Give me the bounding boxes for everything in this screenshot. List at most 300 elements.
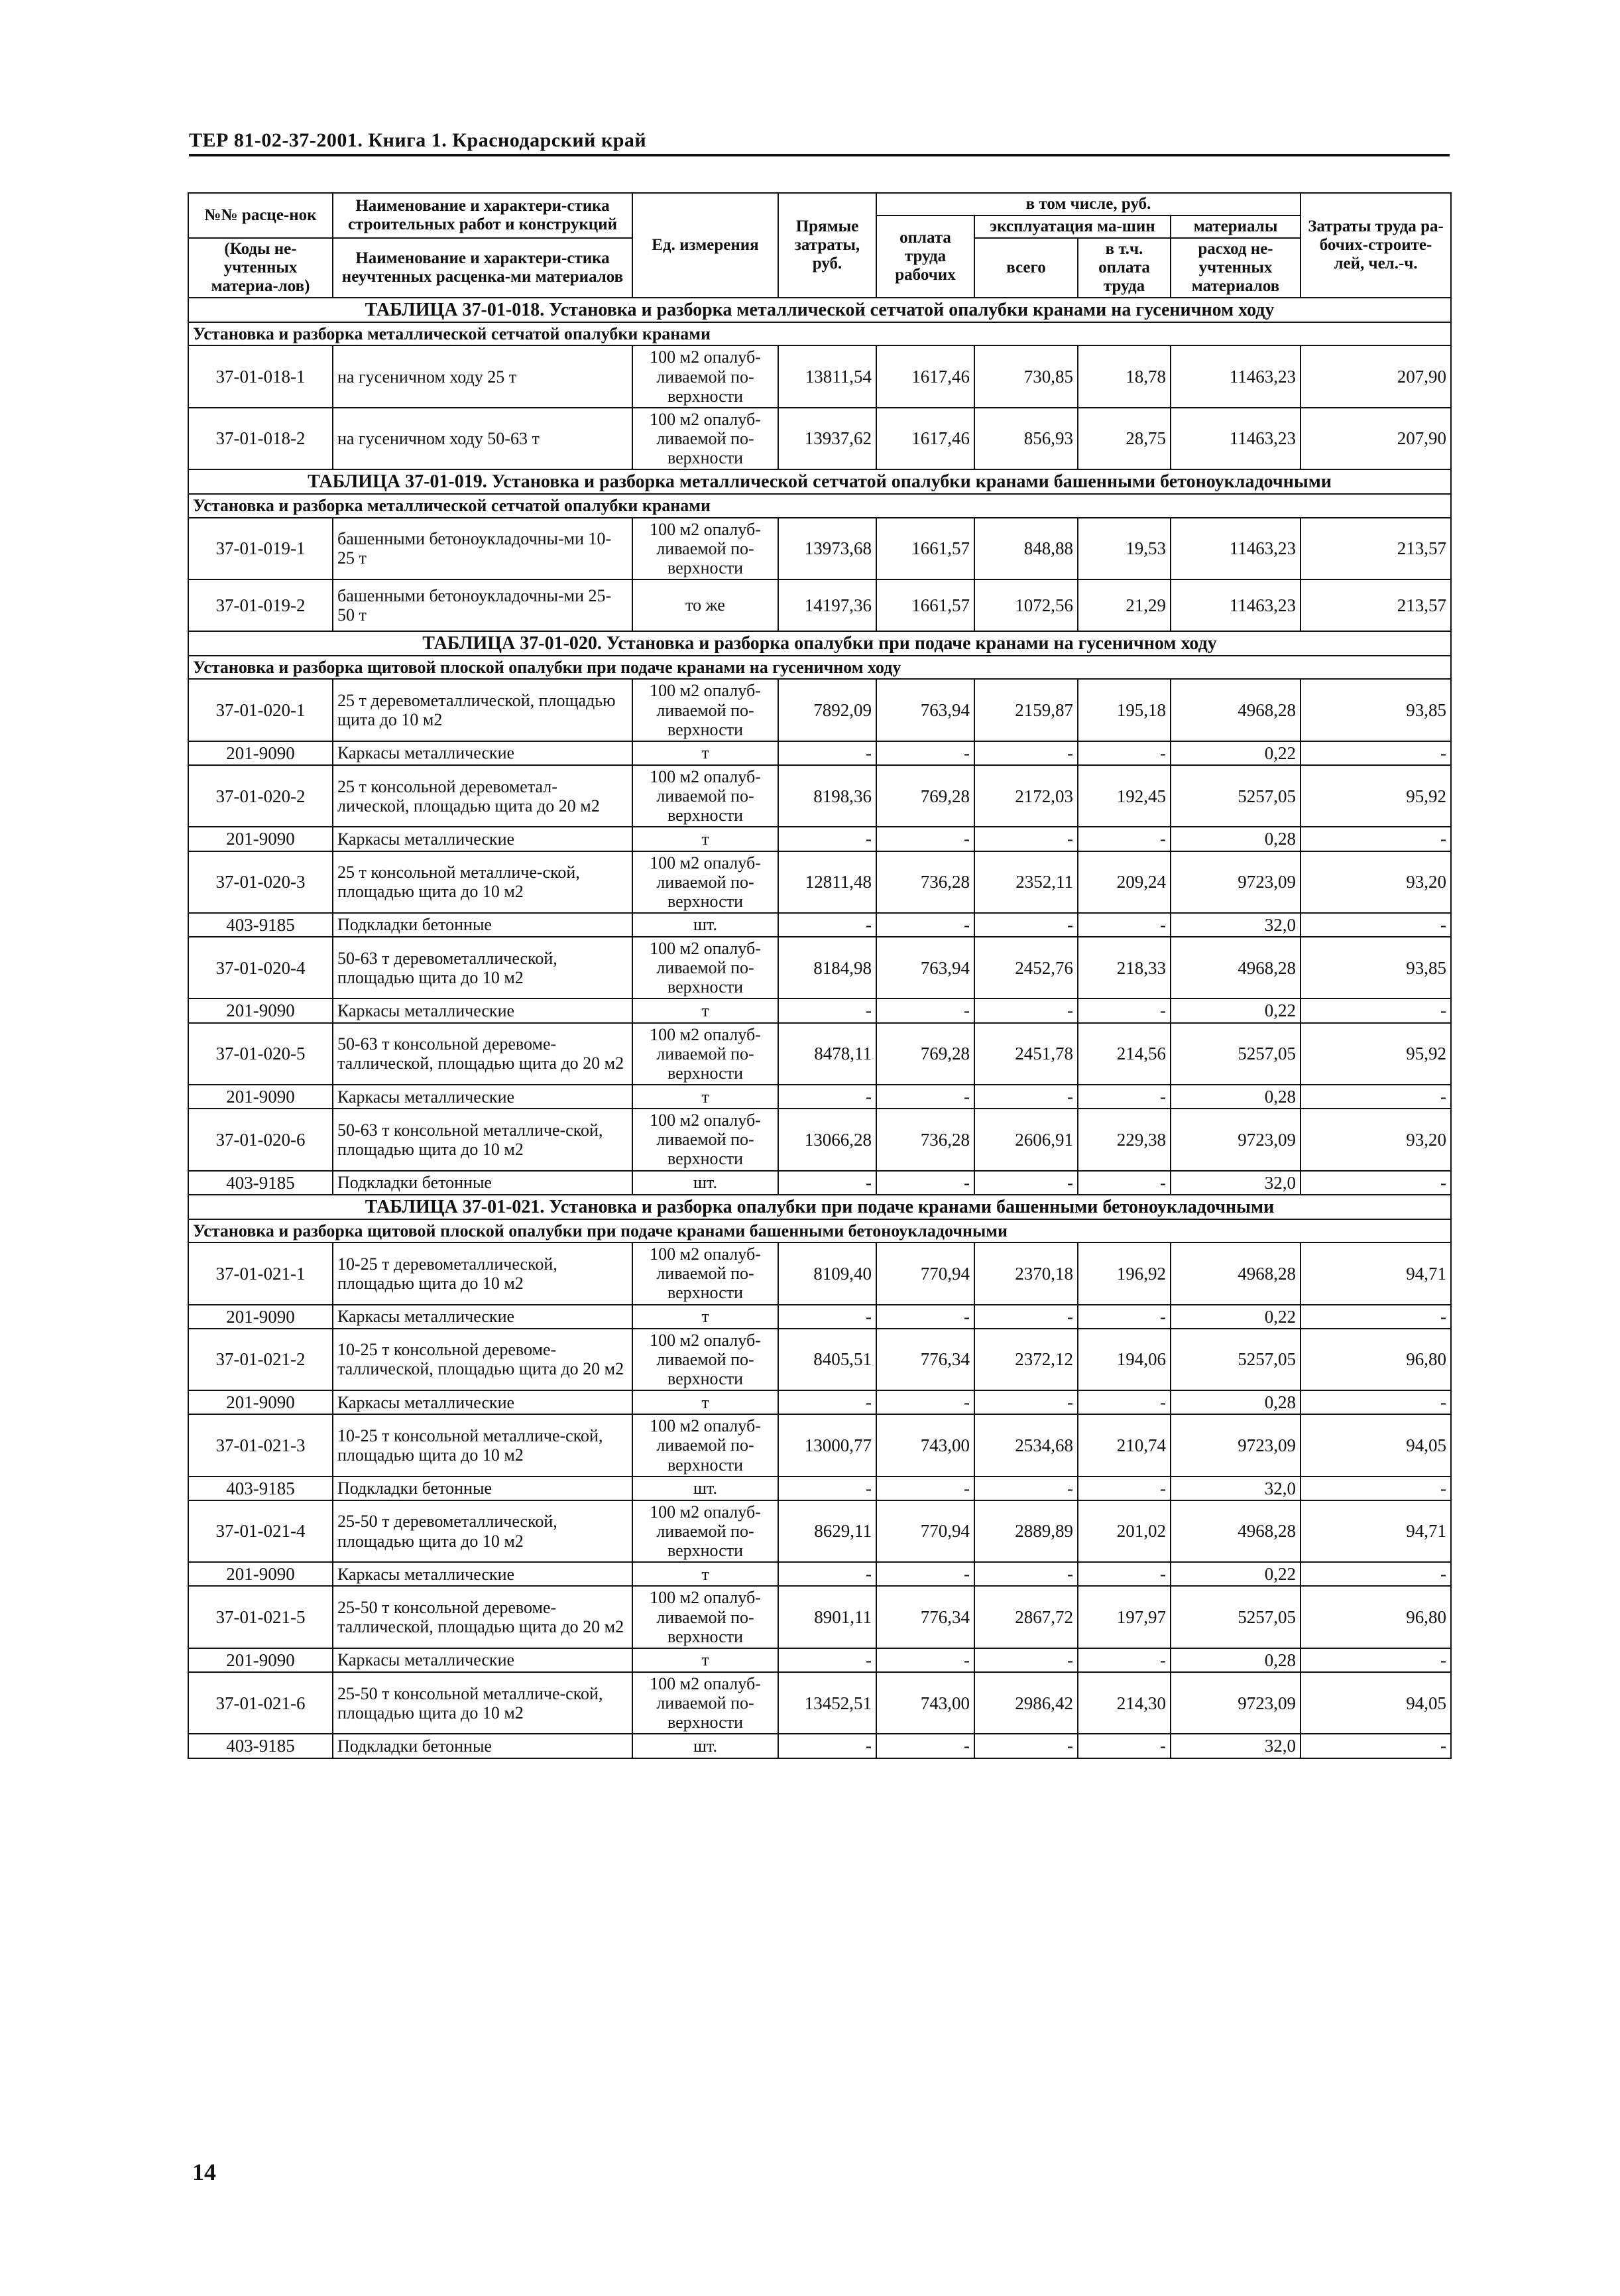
direct-cost: 13066,28 [778,1109,876,1170]
col-unit-header: Ед. измерения [632,193,778,298]
materials: 4968,28 [1171,1242,1301,1304]
table-body [188,298,1451,1758]
labor-hours: - [1301,913,1451,937]
labor-pay: 770,94 [876,1242,974,1304]
rate-code: 37-01-020-1 [188,679,333,741]
work-name: на гусеничном ходу 25 т [333,345,632,407]
rate-code: 37-01-021-5 [188,1586,333,1648]
rate-code: 37-01-020-6 [188,1109,333,1170]
direct-cost: 13452,51 [778,1672,876,1734]
machines-labor-pay: 19,53 [1078,518,1171,579]
header-rule [189,154,1450,156]
unit: шт. [632,1477,778,1500]
work-name: 25 т деревометаллической, площадью щита до 10 м2 [333,679,632,741]
unit: 100 м2 опалуб-ливаемой по-верхности [632,1329,778,1390]
labor-hours: - [1301,1648,1451,1672]
work-name: Каркасы металлические [333,1390,632,1414]
materials: 32,0 [1171,1477,1301,1500]
labor-hours: - [1301,1390,1451,1414]
rate-code: 37-01-020-3 [188,851,333,913]
work-name: Каркасы металлические [333,741,632,765]
materials: 11463,23 [1171,518,1301,579]
subsection-title: Установка и разборка щитовой плоской опалубки при подаче кранами башенными бетоноукладочными [188,1219,1451,1242]
machines-labor-pay: - [1078,1085,1171,1109]
rate-code: 201-9090 [188,998,333,1022]
labor-pay: - [876,827,974,851]
labor-hours: 95,92 [1301,765,1451,827]
rate-code: 37-01-020-5 [188,1023,333,1085]
labor-hours: 93,20 [1301,1109,1451,1170]
machines-total: - [974,913,1078,937]
unit: 100 м2 опалуб-ливаемой по-верхности [632,1672,778,1734]
machines-total: 2372,12 [974,1329,1078,1390]
materials: 5257,05 [1171,765,1301,827]
machines-total: 2452,76 [974,937,1078,998]
section-row [188,469,1451,494]
machines-labor-pay: - [1078,741,1171,765]
machines-labor-pay: 214,30 [1078,1672,1171,1734]
machines-total: - [974,1477,1078,1500]
unit: то же [632,579,778,631]
machines-total: - [974,1305,1078,1329]
labor-hours: 94,05 [1301,1414,1451,1476]
rate-row [188,851,1451,913]
direct-cost: - [778,1477,876,1500]
materials: 0,22 [1171,1305,1301,1329]
unit: т [632,741,778,765]
unit: 100 м2 опалуб-ливаемой по-верхности [632,1242,778,1304]
unit: 100 м2 опалуб-ливаемой по-верхности [632,408,778,469]
labor-pay: 736,28 [876,1109,974,1170]
materials: 9723,09 [1171,1109,1301,1170]
direct-cost: 13973,68 [778,518,876,579]
rate-row [188,579,1451,631]
col-incl-header: в том числе, руб. [876,193,1301,215]
direct-cost: - [778,1305,876,1329]
labor-pay: 776,34 [876,1586,974,1648]
rate-code: 201-9090 [188,1085,333,1109]
labor-pay: 736,28 [876,851,974,913]
material-row [188,998,1451,1022]
machines-labor-pay: 201,02 [1078,1500,1171,1562]
machines-labor-pay: 194,06 [1078,1329,1171,1390]
subsection-title: Установка и разборка металлической сетчатой опалубки кранами [188,494,1451,517]
labor-pay: 763,94 [876,937,974,998]
document-header: ТЕР 81-02-37-2001. Книга 1. Краснодарский край [189,129,647,151]
unit: 100 м2 опалуб-ливаемой по-верхности [632,1414,778,1476]
work-name: Каркасы металлические [333,1305,632,1329]
material-row [188,1305,1451,1329]
unit: т [632,827,778,851]
section-title: ТАБЛИЦА 37-01-018. Установка и разборка металлической сетчатой опалубки кранами на гусеничном ходу [188,298,1451,322]
labor-hours: 93,85 [1301,679,1451,741]
work-name: Подкладки бетонные [333,1734,632,1758]
machines-labor-pay: - [1078,1734,1171,1758]
material-row [188,1562,1451,1586]
machines-labor-pay: 218,33 [1078,937,1171,998]
labor-pay: 776,34 [876,1329,974,1390]
materials: 0,28 [1171,1085,1301,1109]
work-name: Подкладки бетонные [333,913,632,937]
labor-hours: 96,80 [1301,1586,1451,1648]
machines-total: 2451,78 [974,1023,1078,1085]
materials: 0,22 [1171,741,1301,765]
machines-total: 2606,91 [974,1109,1078,1170]
rate-code: 37-01-021-6 [188,1672,333,1734]
unit: т [632,1390,778,1414]
direct-cost: - [778,1390,876,1414]
work-name: 50-63 т деревометаллической, площадью щита до 10 м2 [333,937,632,998]
unit: 100 м2 опалуб-ливаемой по-верхности [632,1023,778,1085]
unit: т [632,1562,778,1586]
materials: 9723,09 [1171,1672,1301,1734]
machines-labor-pay: 229,38 [1078,1109,1171,1170]
materials: 0,22 [1171,998,1301,1022]
machines-labor-pay: 28,75 [1078,408,1171,469]
direct-cost: - [778,913,876,937]
unit: т [632,1305,778,1329]
labor-hours: 213,57 [1301,518,1451,579]
materials: 5257,05 [1171,1329,1301,1390]
materials: 0,28 [1171,827,1301,851]
rate-row [188,1500,1451,1562]
subsection-row [188,494,1451,517]
materials: 5257,05 [1171,1586,1301,1648]
machines-total: 856,93 [974,408,1078,469]
page-number: 14 [192,2159,216,2185]
work-name: 50-63 т консольной деревоме-таллической, площадью щита до 20 м2 [333,1023,632,1085]
col-machines-total-header: всего [974,238,1078,298]
labor-pay: 1617,46 [876,345,974,407]
labor-pay: 770,94 [876,1500,974,1562]
material-row [188,1390,1451,1414]
machines-total: - [974,741,1078,765]
unit: 100 м2 опалуб-ливаемой по-верхности [632,679,778,741]
material-row [188,1734,1451,1758]
machines-labor-pay: - [1078,1648,1171,1672]
col-direct-header: Прямые затраты, руб. [778,193,876,298]
unit: шт. [632,913,778,937]
work-name: Каркасы металлические [333,1562,632,1586]
work-name: Каркасы металлические [333,827,632,851]
unit: 100 м2 опалуб-ливаемой по-верхности [632,1500,778,1562]
labor-hours: - [1301,1734,1451,1758]
unit: 100 м2 опалуб-ливаемой по-верхности [632,1109,778,1170]
rate-row [188,679,1451,741]
labor-pay: 1661,57 [876,518,974,579]
machines-labor-pay: 192,45 [1078,765,1171,827]
work-name: 25 т консольной металличе-ской, площадью щита до 10 м2 [333,851,632,913]
work-name: 25-50 т деревометаллической, площадью щита до 10 м2 [333,1500,632,1562]
direct-cost: 12811,48 [778,851,876,913]
materials: 32,0 [1171,1171,1301,1195]
materials: 32,0 [1171,1734,1301,1758]
col-machines-incl-header: в т.ч. оплата труда [1078,238,1171,298]
work-name: 10-25 т деревометаллической, площадью щита до 10 м2 [333,1242,632,1304]
direct-cost: 8109,40 [778,1242,876,1304]
machines-labor-pay: 209,24 [1078,851,1171,913]
machines-labor-pay: - [1078,1390,1171,1414]
rate-row [188,1414,1451,1476]
direct-cost: - [778,1085,876,1109]
work-name: 10-25 т консольной металличе-ской, площадью щита до 10 м2 [333,1414,632,1476]
work-name: Подкладки бетонные [333,1477,632,1500]
rate-code: 37-01-019-2 [188,579,333,631]
machines-labor-pay: - [1078,913,1171,937]
direct-cost: - [778,1648,876,1672]
machines-total: - [974,1171,1078,1195]
direct-cost: 13000,77 [778,1414,876,1476]
col-materials-sub-header: расход не-учтенных материалов [1171,238,1301,298]
labor-hours: - [1301,827,1451,851]
col-name-header: Наименование и характери-стика строительных работ и конструкций [333,193,632,238]
direct-cost: - [778,1171,876,1195]
labor-pay: 1617,46 [876,408,974,469]
materials: 4968,28 [1171,679,1301,741]
direct-cost: 8198,36 [778,765,876,827]
material-row [188,1171,1451,1195]
col-machines-header: эксплуатация ма-шин [974,215,1171,238]
machines-total: 1072,56 [974,579,1078,631]
direct-cost: 8629,11 [778,1500,876,1562]
col-code-header: №№ расце-нок [188,193,333,238]
labor-pay: - [876,1305,974,1329]
labor-hours: 95,92 [1301,1023,1451,1085]
machines-total: 2534,68 [974,1414,1078,1476]
machines-labor-pay: - [1078,1562,1171,1586]
machines-labor-pay: - [1078,1305,1171,1329]
subsection-row [188,656,1451,679]
section-row [188,631,1451,656]
work-name: 50-63 т консольной металличе-ской, площадью щита до 10 м2 [333,1109,632,1170]
work-name: 25 т консольной деревометал-лической, площадью щита до 20 м2 [333,765,632,827]
unit: т [632,1648,778,1672]
machines-labor-pay: - [1078,998,1171,1022]
material-row [188,913,1451,937]
work-name: Каркасы металлические [333,1648,632,1672]
rate-code: 403-9185 [188,1477,333,1500]
direct-cost: - [778,1562,876,1586]
rate-row [188,1109,1451,1170]
labor-pay: - [876,1562,974,1586]
section-title: ТАБЛИЦА 37-01-020. Установка и разборка опалубки при подаче кранами на гусеничном ходу [188,631,1451,656]
machines-labor-pay: 214,56 [1078,1023,1171,1085]
rate-code: 37-01-020-2 [188,765,333,827]
machines-total: 2889,89 [974,1500,1078,1562]
direct-cost: 8478,11 [778,1023,876,1085]
direct-cost: 13937,62 [778,408,876,469]
machines-total: - [974,1734,1078,1758]
labor-pay: - [876,913,974,937]
labor-pay: - [876,998,974,1022]
rate-code: 201-9090 [188,1648,333,1672]
unit: шт. [632,1734,778,1758]
work-name: Подкладки бетонные [333,1171,632,1195]
machines-total: 2867,72 [974,1586,1078,1648]
material-row [188,1085,1451,1109]
rate-code: 403-9185 [188,913,333,937]
unit: т [632,1085,778,1109]
price-table [188,192,1452,1759]
machines-labor-pay: - [1078,827,1171,851]
col-name-alt-header: Наименование и характери-стика неучтенных расценка-ми материалов [333,238,632,298]
labor-hours: 207,90 [1301,408,1451,469]
labor-pay: 769,28 [876,765,974,827]
machines-total: - [974,1562,1078,1586]
materials: 11463,23 [1171,345,1301,407]
machines-labor-pay: 196,92 [1078,1242,1171,1304]
rate-code: 37-01-021-1 [188,1242,333,1304]
machines-total: - [974,1085,1078,1109]
work-name: на гусеничном ходу 50-63 т [333,408,632,469]
labor-hours: 207,90 [1301,345,1451,407]
machines-labor-pay: 21,29 [1078,579,1171,631]
unit: 100 м2 опалуб-ливаемой по-верхности [632,937,778,998]
labor-hours: - [1301,1562,1451,1586]
unit: шт. [632,1171,778,1195]
rate-code: 201-9090 [188,741,333,765]
work-name: Каркасы металлические [333,998,632,1022]
work-name: башенными бетоноукладочны-ми 25-50 т [333,579,632,631]
materials: 9723,09 [1171,851,1301,913]
rate-code: 37-01-021-3 [188,1414,333,1476]
direct-cost: - [778,998,876,1022]
labor-pay: - [876,1734,974,1758]
rate-code: 37-01-021-4 [188,1500,333,1562]
machines-labor-pay: 197,97 [1078,1586,1171,1648]
material-row [188,741,1451,765]
labor-pay: - [876,1648,974,1672]
materials: 11463,23 [1171,579,1301,631]
rate-code: 37-01-019-1 [188,518,333,579]
rate-row [188,345,1451,407]
machines-total: 2986,42 [974,1672,1078,1734]
direct-cost: 14197,36 [778,579,876,631]
rate-code: 37-01-018-2 [188,408,333,469]
labor-pay: 1661,57 [876,579,974,631]
materials: 32,0 [1171,913,1301,937]
rate-code: 403-9185 [188,1734,333,1758]
unit: 100 м2 опалуб-ливаемой по-верхности [632,518,778,579]
machines-labor-pay: - [1078,1477,1171,1500]
labor-pay: - [876,1085,974,1109]
labor-pay: - [876,1390,974,1414]
labor-hours: - [1301,1085,1451,1109]
work-name: Каркасы металлические [333,1085,632,1109]
unit: 100 м2 опалуб-ливаемой по-верхности [632,345,778,407]
machines-labor-pay: 195,18 [1078,679,1171,741]
rate-code: 201-9090 [188,827,333,851]
rate-code: 201-9090 [188,1562,333,1586]
rate-code: 201-9090 [188,1305,333,1329]
unit: 100 м2 опалуб-ливаемой по-верхности [632,765,778,827]
material-row [188,1477,1451,1500]
labor-pay: 743,00 [876,1414,974,1476]
labor-pay: - [876,1171,974,1195]
rate-row [188,1672,1451,1734]
labor-hours: 94,71 [1301,1500,1451,1562]
direct-cost: - [778,741,876,765]
labor-hours: - [1301,998,1451,1022]
labor-pay: - [876,1477,974,1500]
materials: 4968,28 [1171,1500,1301,1562]
col-code-alt-header: (Коды не-учтенных материа-лов) [188,238,333,298]
direct-cost: 8405,51 [778,1329,876,1390]
rate-code: 37-01-018-1 [188,345,333,407]
col-laborpay-header: оплата труда рабочих [876,215,974,298]
direct-cost: 8184,98 [778,937,876,998]
direct-cost: 7892,09 [778,679,876,741]
labor-pay: 769,28 [876,1023,974,1085]
machines-total: 2352,11 [974,851,1078,913]
subsection-row [188,322,1451,345]
labor-hours: - [1301,1305,1451,1329]
rate-row [188,518,1451,579]
unit: 100 м2 опалуб-ливаемой по-верхности [632,1586,778,1648]
rate-code: 37-01-021-2 [188,1329,333,1390]
section-title: ТАБЛИЦА 37-01-021. Установка и разборка опалубки при подаче кранами башенными бетоноукладочными [188,1195,1451,1219]
direct-cost: 13811,54 [778,345,876,407]
labor-hours: - [1301,1477,1451,1500]
rate-code: 201-9090 [188,1390,333,1414]
rate-row [188,1586,1451,1648]
rate-row [188,1329,1451,1390]
rate-row [188,408,1451,469]
direct-cost: 8901,11 [778,1586,876,1648]
labor-pay: - [876,741,974,765]
machines-total: 730,85 [974,345,1078,407]
materials: 4968,28 [1171,937,1301,998]
labor-pay: 763,94 [876,679,974,741]
subsection-title: Установка и разборка металлической сетчатой опалубки кранами [188,322,1451,345]
subsection-row [188,1219,1451,1242]
material-row [188,827,1451,851]
subsection-title: Установка и разборка щитовой плоской опалубки при подаче кранами на гусеничном ходу [188,656,1451,679]
materials: 11463,23 [1171,408,1301,469]
machines-total: 848,88 [974,518,1078,579]
section-row [188,1195,1451,1219]
labor-hours: - [1301,741,1451,765]
section-title: ТАБЛИЦА 37-01-019. Установка и разборка металлической сетчатой опалубки кранами башенными бетоноукладочными [188,469,1451,494]
materials: 0,28 [1171,1390,1301,1414]
section-row [188,298,1451,322]
machines-labor-pay: 18,78 [1078,345,1171,407]
labor-hours: 93,20 [1301,851,1451,913]
materials: 5257,05 [1171,1023,1301,1085]
machines-total: 2172,03 [974,765,1078,827]
rate-code: 403-9185 [188,1171,333,1195]
rate-row [188,765,1451,827]
machines-labor-pay: 210,74 [1078,1414,1171,1476]
rate-row [188,937,1451,998]
machines-total: - [974,827,1078,851]
direct-cost: - [778,1734,876,1758]
machines-labor-pay: - [1078,1171,1171,1195]
machines-total: - [974,1648,1078,1672]
unit: 100 м2 опалуб-ливаемой по-верхности [632,851,778,913]
unit: т [632,998,778,1022]
material-row [188,1648,1451,1672]
machines-total: 2370,18 [974,1242,1078,1304]
labor-hours: 213,57 [1301,579,1451,631]
machines-total: - [974,998,1078,1022]
labor-hours: - [1301,1171,1451,1195]
rate-row [188,1023,1451,1085]
labor-pay: 743,00 [876,1672,974,1734]
labor-hours: 93,85 [1301,937,1451,998]
labor-hours: 96,80 [1301,1329,1451,1390]
col-materials-header: материалы [1171,215,1301,238]
